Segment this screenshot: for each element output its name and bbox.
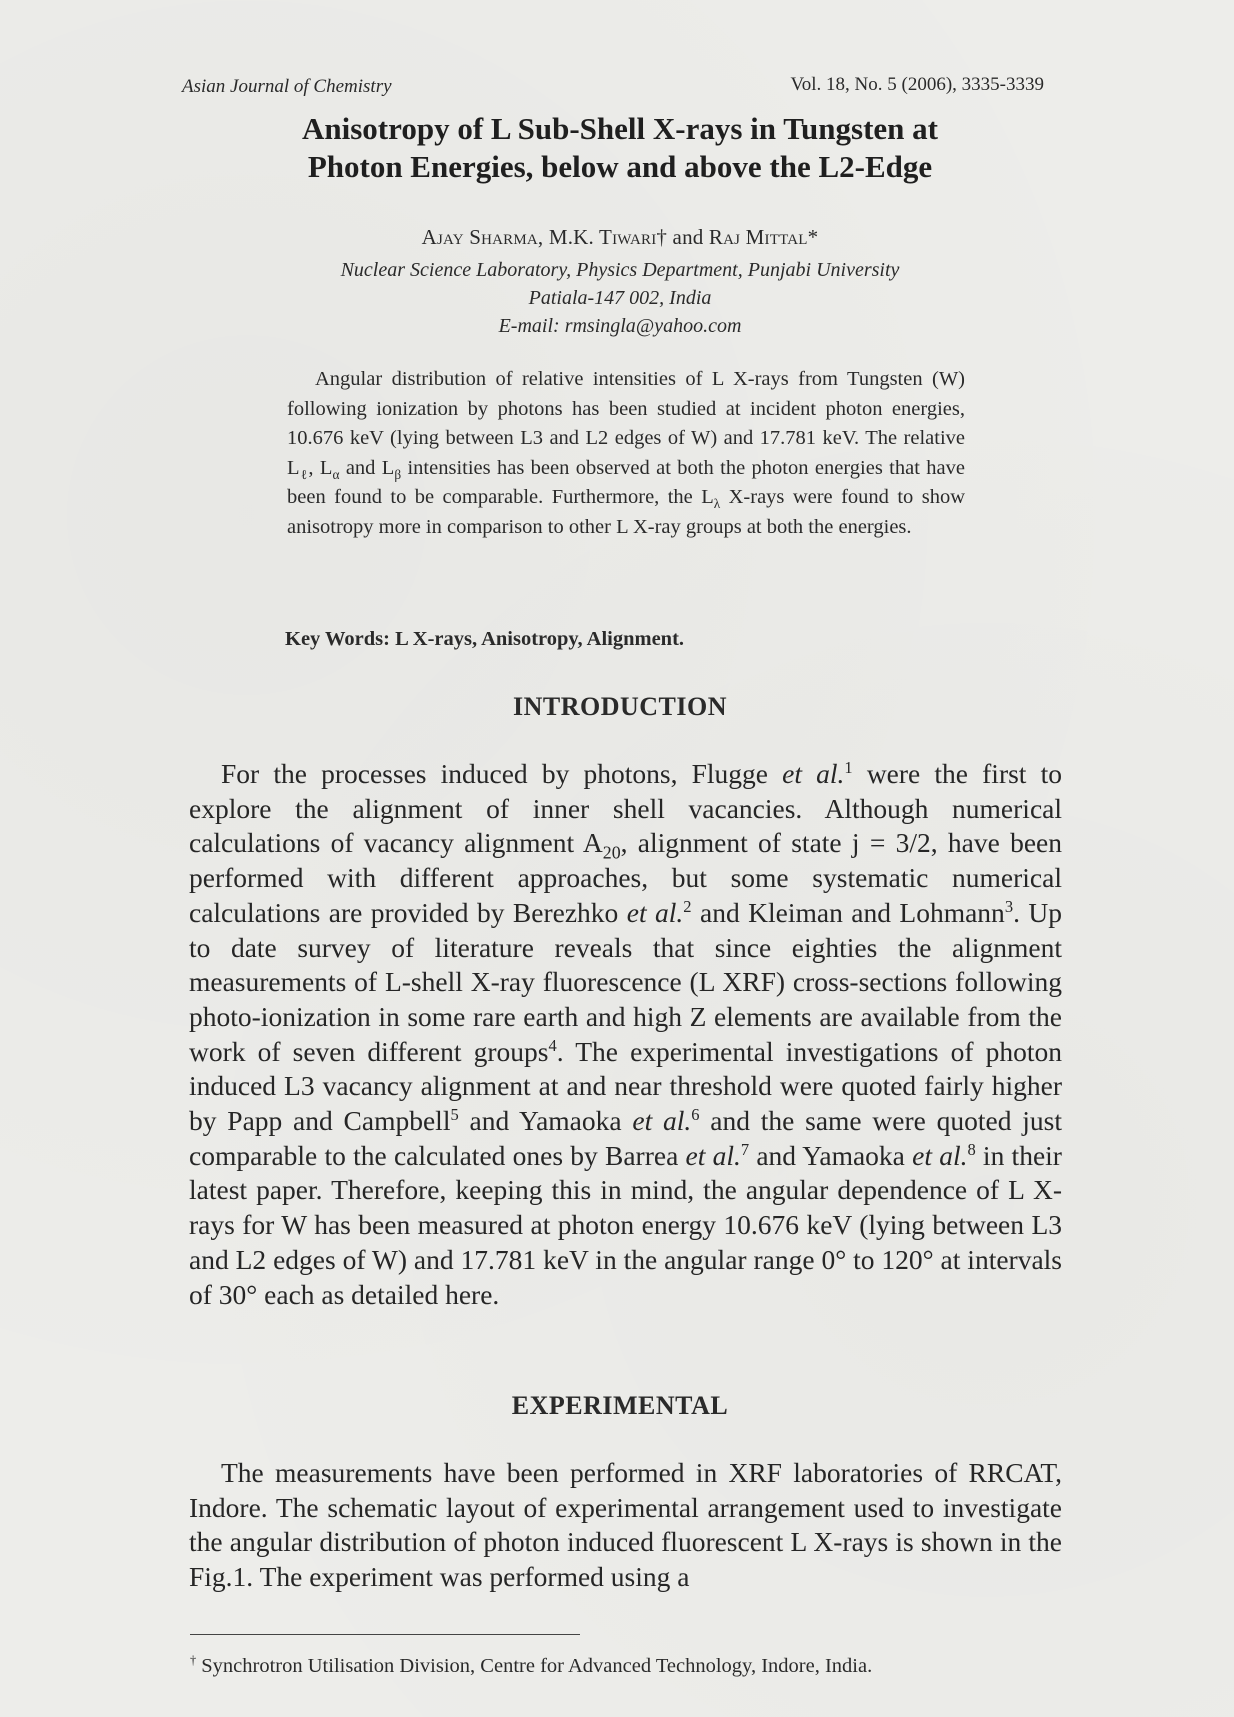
email: E-mail: rmsingla@yahoo.com xyxy=(498,315,742,337)
subscript-alpha: α xyxy=(332,466,340,482)
abstract-text: intensities has been observed at both the photon energies that have been found to be comparable. Furthermore, the L xyxy=(287,456,965,509)
keywords: Key Words: L X-rays, Anisotropy, Alignment. xyxy=(285,628,685,650)
footnote-divider xyxy=(190,1634,580,1635)
body-text: and Kleiman and Lohmann xyxy=(691,896,1005,928)
body-text: in their latest paper. Therefore, keeping this in mind, the angular dependence of L X-rays for W has been measured at photon energy 10.676 keV (lying between L3 and L2 edges of W) and 17.781 keV in the angular range 0° to 120° at intervals of 30° each as detailed here. xyxy=(189,1139,1062,1310)
citation-ref: 6 xyxy=(691,1104,700,1124)
subscript-20: 20 xyxy=(602,842,621,863)
et-al: et al. xyxy=(626,896,684,928)
section-heading-experimental: EXPERIMENTAL xyxy=(511,1391,729,1420)
title-line-1: Anisotropy of L Sub-Shell X-rays in Tungsten at xyxy=(302,111,938,146)
abstract-text: and L xyxy=(339,456,395,479)
affiliation xyxy=(180,256,1060,340)
citation-ref: 8 xyxy=(967,1139,976,1159)
introduction-paragraph xyxy=(189,757,1062,1312)
body-text: and Yamaoka xyxy=(749,1139,913,1171)
citation-ref: 5 xyxy=(450,1104,459,1124)
running-head xyxy=(182,76,1044,102)
body-text: , alignment of state j = 3/2, have been performed with different approaches, but some systematic numerical calculations are provided by Berezhko xyxy=(189,827,1063,928)
body-text: . The experimental investigations of photon induced L3 vacancy alignment at and near threshold were quoted fairly higher by Papp and Campbell xyxy=(189,1035,1062,1137)
volume-info: Vol. 18, No. 5 (2006), 3335-3339 xyxy=(790,74,1044,95)
body-text: were the first to explore the alignment of inner shell vacancies. Although numerical calculations of vacancy alignment A xyxy=(189,758,1062,859)
body-text: and Yamaoka xyxy=(458,1105,633,1137)
corresponding-mark: * xyxy=(807,225,819,249)
abstract-text: X-rays were found to show anisotropy more in comparison to other L X-ray groups at both the energies. xyxy=(287,486,965,538)
affiliation-line-2: Patiala-147 002, India xyxy=(528,287,712,309)
paper-title xyxy=(180,110,1060,186)
abstract xyxy=(287,365,965,543)
experimental-paragraph: The measurements have been performed in XRF laboratories of RRCAT, Indore. The schematic layout of experimental arrangement used to investigate the angular distribution of photon induced fluorescent L X-rays is shown in the Fig.1. The experiment was performed using a xyxy=(189,1457,1062,1593)
dagger-mark: † xyxy=(656,225,668,249)
citation-ref: 7 xyxy=(740,1139,750,1159)
footnote-text: Synchrotron Utilisation Division, Centre for Advanced Technology, Indore, India. xyxy=(196,1655,873,1677)
author-3: Raj Mittal xyxy=(708,225,808,249)
footnote xyxy=(190,1655,1090,1678)
body-text: For the processes induced by photons, Flugge xyxy=(221,758,783,789)
citation-ref: 4 xyxy=(548,1035,557,1055)
et-al: et al. xyxy=(782,758,845,789)
subscript-l: ℓ xyxy=(299,466,309,482)
dagger-mark: † xyxy=(190,1653,197,1668)
title-line-2: Photon Energies, below and above the L2-Edge xyxy=(307,149,933,184)
body-text: . Up to date survey of literature reveals that since eighties the alignment measurements of L-shell X-ray fluorescence (L XRF) cross-sections following photo-ionization in some rare earth and high Z elements are available from the work of seven different groups xyxy=(189,896,1062,1067)
author-1: Ajay Sharma, xyxy=(421,225,544,249)
citation-ref: 2 xyxy=(683,896,692,916)
subscript-beta: β xyxy=(394,466,402,482)
abstract-text: Angular distribution of relative intensities of L X-rays from Tungsten (W) following ionization by photons has been studied at incident photon energies, 10.676 keV (lying between L3 and L2 edges of W) and 17.781 keV. The relative L xyxy=(287,368,965,479)
citation-ref: 3 xyxy=(1004,896,1014,916)
et-al: et al. xyxy=(685,1139,741,1171)
author-2: M.K. Tiwari xyxy=(548,225,657,249)
author-conjunction: and xyxy=(667,225,709,249)
subscript-lambda: λ xyxy=(713,496,721,512)
abstract-text: , L xyxy=(308,456,333,479)
body-text: and the same were quoted just comparable to the calculated ones by Barrea xyxy=(189,1105,1062,1171)
journal-name: Asian Journal of Chemistry xyxy=(182,76,392,97)
et-al: et al. xyxy=(632,1105,692,1137)
et-al: et al. xyxy=(912,1139,968,1171)
section-heading-introduction: INTRODUCTION xyxy=(512,692,728,721)
author-list xyxy=(180,225,1060,250)
citation-ref: 1 xyxy=(844,757,853,777)
affiliation-line-1: Nuclear Science Laboratory, Physics Department, Punjabi University xyxy=(340,259,900,281)
